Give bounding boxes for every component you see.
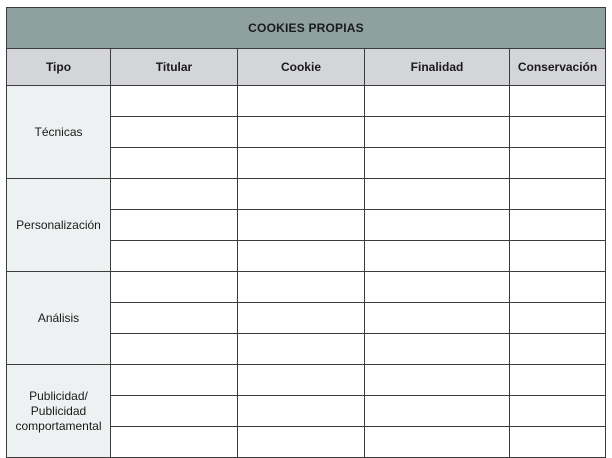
- conservacion-cell: [510, 396, 606, 427]
- cookie-cell: [238, 241, 365, 272]
- finalidad-cell: [365, 272, 510, 303]
- finalidad-cell: [365, 210, 510, 241]
- titular-cell: [111, 303, 238, 334]
- cookie-cell: [238, 117, 365, 148]
- column-header-tipo: Tipo: [7, 49, 111, 86]
- conservacion-cell: [510, 365, 606, 396]
- header-row: [7, 49, 606, 86]
- finalidad-cell: [365, 303, 510, 334]
- titular-cell: [111, 148, 238, 179]
- conservacion-cell: [510, 303, 606, 334]
- column-header-titular: Titular: [111, 49, 238, 86]
- table-body: [7, 86, 606, 458]
- cookie-cell: [238, 86, 365, 117]
- cookie-cell: [238, 272, 365, 303]
- conservacion-cell: [510, 334, 606, 365]
- table-row: [7, 272, 606, 303]
- type-label: Personalización: [16, 217, 101, 232]
- titular-cell: [111, 427, 238, 458]
- cookie-cell: [238, 334, 365, 365]
- titular-cell: [111, 334, 238, 365]
- cookie-cell: [238, 179, 365, 210]
- conservacion-cell: [510, 117, 606, 148]
- titular-cell: [111, 365, 238, 396]
- table-title: COOKIES PROPIAS: [7, 8, 606, 49]
- column-header-conservacion: Conservación: [510, 49, 606, 86]
- column-header-finalidad: Finalidad: [365, 49, 510, 86]
- finalidad-cell: [365, 334, 510, 365]
- conservacion-cell: [510, 210, 606, 241]
- finalidad-cell: [365, 241, 510, 272]
- finalidad-cell: [365, 427, 510, 458]
- title-row: [7, 8, 606, 49]
- conservacion-cell: [510, 179, 606, 210]
- finalidad-cell: [365, 396, 510, 427]
- cookie-cell: [238, 303, 365, 334]
- cookie-cell: [238, 148, 365, 179]
- finalidad-cell: [365, 148, 510, 179]
- type-cell: [7, 179, 111, 272]
- type-label: Técnicas: [34, 124, 83, 139]
- titular-cell: [111, 272, 238, 303]
- type-cell: [7, 365, 111, 458]
- finalidad-cell: [365, 86, 510, 117]
- table-row: [7, 86, 606, 117]
- titular-cell: [111, 396, 238, 427]
- finalidad-cell: [365, 179, 510, 210]
- cookies-table: [6, 7, 606, 458]
- conservacion-cell: [510, 272, 606, 303]
- conservacion-cell: [510, 241, 606, 272]
- conservacion-cell: [510, 427, 606, 458]
- finalidad-cell: [365, 117, 510, 148]
- titular-cell: [111, 179, 238, 210]
- type-cell: [7, 86, 111, 179]
- type-label: Publicidad/ Publicidad comportamental: [15, 388, 102, 433]
- titular-cell: [111, 117, 238, 148]
- finalidad-cell: [365, 365, 510, 396]
- type-cell: [7, 272, 111, 365]
- cookie-cell: [238, 427, 365, 458]
- titular-cell: [111, 210, 238, 241]
- cookie-cell: [238, 365, 365, 396]
- titular-cell: [111, 86, 238, 117]
- conservacion-cell: [510, 86, 606, 117]
- table-row: [7, 365, 606, 396]
- column-header-cookie: Cookie: [238, 49, 365, 86]
- conservacion-cell: [510, 148, 606, 179]
- table-row: [7, 179, 606, 210]
- cookie-cell: [238, 210, 365, 241]
- titular-cell: [111, 241, 238, 272]
- type-label: Análisis: [37, 310, 80, 325]
- cookie-cell: [238, 396, 365, 427]
